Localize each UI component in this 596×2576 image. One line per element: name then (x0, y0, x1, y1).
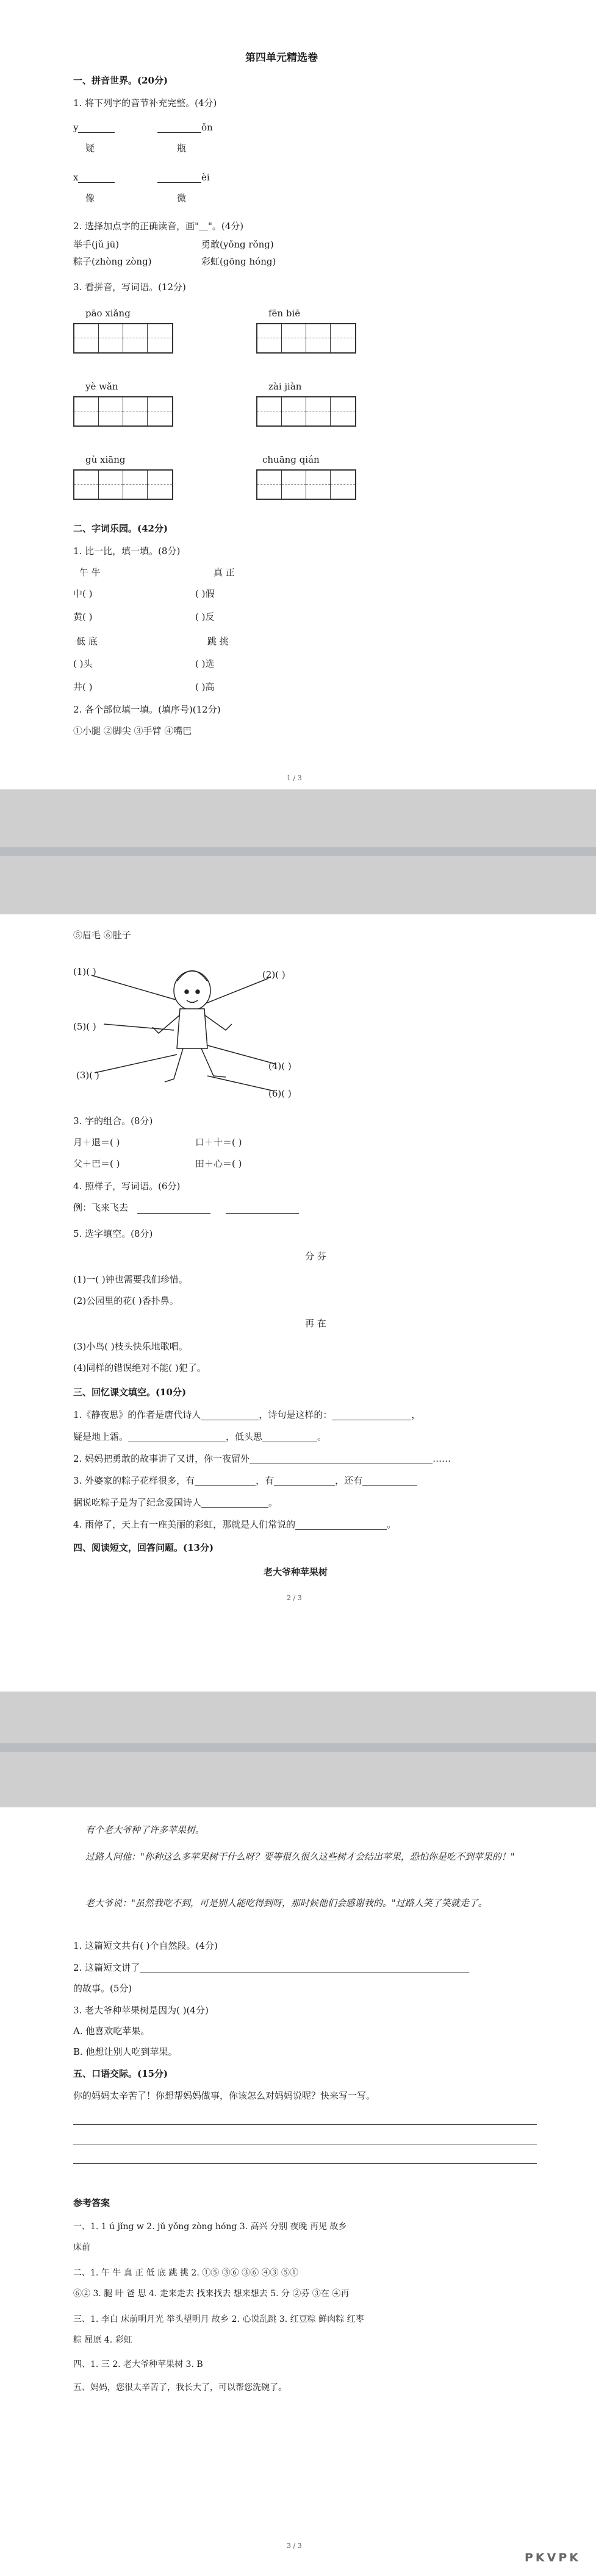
pinyin-1: pāo xiǎng (85, 308, 131, 319)
sentence-fill-4[interactable]: (4)同样的错误绝对不能( )犯了。 (73, 1362, 206, 1373)
writing-grid-3[interactable] (73, 396, 173, 427)
q24-prompt: 4. 照样子，写词语。(6分) (73, 1181, 181, 1192)
child-arm-icon (204, 1015, 232, 1030)
answer-line-2: 二、1. 午 牛 真 正 低 底 跳 挑 2. ①⑤ ③⑥ ③⑥ ④③ ⑤① (73, 2268, 299, 2278)
compare-pair-3: 低 底 (76, 636, 98, 647)
answer-line-5: 五、妈妈，您很太辛苦了，我长大了，可以帮您洗碗了。 (73, 2383, 287, 2393)
child-arm-icon (153, 1015, 180, 1033)
pinyin-5: gù xiāng (85, 454, 126, 465)
recall-1: 1.《静夜思》的作者是唐代诗人 ，诗句是这样的： ， (73, 1409, 421, 1420)
choice-pair-2: 再 在 (305, 1318, 326, 1329)
writing-grid-2[interactable] (256, 323, 356, 354)
section-1-heading: 一、拼音世界。(20分) (73, 75, 168, 86)
q22-prompt: 2. 各个部位填一填。(填序号)(12分) (73, 704, 221, 715)
pinyin-6: chuāng qián (262, 454, 320, 465)
fill-blank[interactable]: ( )假 (195, 588, 215, 599)
story-paragraph-3: 老大爷说："虽然我吃不到，可是别人能吃得到呀，那时候他们会感谢我的。"过路人笑了笑就走了。 (85, 1898, 487, 1909)
read-q2: 2. 这篇短文讲了 (73, 1962, 469, 1973)
combine-item[interactable]: 月＋退＝( ) (73, 1137, 120, 1148)
q3-prompt: 3. 看拼音，写词语。(12分) (73, 282, 186, 293)
page-number: 2 / 3 (287, 1594, 302, 1602)
pointer-line (95, 1055, 177, 1073)
page-1 (0, 0, 596, 789)
story-title: 老大爷种苹果树 (264, 1567, 328, 1578)
combine-item[interactable]: 田＋心＝( ) (195, 1158, 242, 1169)
part-label-6[interactable]: (6)( ) (268, 1088, 292, 1099)
read-q1[interactable]: 1. 这篇短文共有( )个自然段。(4分) (73, 1940, 218, 1951)
combine-item[interactable]: 口＋十＝( ) (195, 1137, 242, 1148)
answer-line-3b: 粽 屈原 4. 彩虹 (73, 2335, 132, 2345)
recall-1-cont: 疑是地上霜。 ，低头思 。 (73, 1431, 327, 1442)
compare-pair-2: 真 正 (214, 567, 235, 578)
oral-prompt: 你的妈妈太辛苦了！你想帮妈妈做事，你该怎么对妈妈说呢？快来写一写。 (73, 2090, 376, 2101)
read-q3[interactable]: 3. 老大爷种苹果树是因为( )(4分) (73, 2005, 209, 2016)
q1-char-1: 疑 (85, 143, 95, 154)
read-q3-option-b[interactable]: B. 他想让别人吃到苹果。 (73, 2046, 178, 2057)
pinyin-2: fēn biē (268, 308, 301, 319)
page-separator (0, 789, 596, 914)
page-number: 3 / 3 (287, 2542, 302, 2550)
answer-line-4: 四、1. 三 2. 老大爷种苹果树 3. B (73, 2360, 203, 2369)
q2-prompt: 2. 选择加点字的正确读音，画"＿"。(4分) (73, 221, 244, 232)
pointer-line (207, 1045, 275, 1064)
answer-line-2b: ⑥② 3. 腿 叶 爸 思 4. 走来走去 找来找去 想来想去 5. 分 ②芬 ③在 ④再 (73, 2289, 350, 2299)
q1-blank-2: ǒn (157, 122, 213, 133)
read-q2-cont: 的故事。(5分) (73, 1983, 132, 1994)
q25-prompt: 5. 选字填空。(8分) (73, 1228, 153, 1239)
answer-line-1b: 床前 (73, 2243, 90, 2252)
sentence-fill-3[interactable]: (3)小鸟( )枝头快乐地歌唱。 (73, 1341, 188, 1352)
story-paragraph-2: 过路人问他："你种这么多苹果树干什么呀？要等很久很久这些树才会结出苹果，恐怕你是吃不到苹果的！" (85, 1851, 515, 1862)
answer-line-1: 一、1. 1 ú jǐng w 2. jǔ yǒng zòng hóng 3. 高兴 分别 夜晚 再见 故乡 (73, 2222, 347, 2232)
part-label-2[interactable]: (2)( ) (262, 969, 285, 980)
recall-2: 2. 妈妈把勇敢的故事讲了又讲，你一夜留外 …… (73, 1453, 451, 1464)
recall-4: 4. 雨停了，天上有一座美丽的彩虹，那就是人们常说的 。 (73, 1519, 397, 1530)
answer-line[interactable] (226, 1213, 299, 1214)
q22-options: ①小腿 ②脚尖 ③手臂 ④嘴巴 (73, 725, 192, 736)
pinyin-4: zài jiàn (268, 381, 302, 392)
q1-blank-4: èi (157, 172, 210, 183)
fill-blank[interactable]: 井( ) (73, 681, 93, 692)
compare-pair-4: 跳 挑 (207, 636, 229, 647)
pointer-line (207, 1076, 275, 1091)
section-2-heading: 二、字词乐园。(42分) (73, 523, 168, 534)
fill-blank[interactable]: ( )头 (73, 658, 93, 669)
page-number: 1 / 3 (287, 774, 302, 782)
q2-item-3: 粽子(zhòng zòng) (73, 256, 152, 267)
watermark: PKVPK (525, 2551, 581, 2564)
page-3 (0, 1807, 596, 2576)
q1-blank-3: x (73, 172, 115, 183)
q1-blank-1: y (73, 122, 115, 133)
section-4-heading: 四、阅读短文，回答问题。(13分) (73, 1542, 214, 1553)
q2-item-4: 彩虹(gōng hóng) (201, 256, 276, 267)
section-3-heading: 三、回忆课文填空。(10分) (73, 1387, 187, 1398)
q1-char-4: 微 (177, 193, 187, 204)
q1-prompt: 1. 将下列字的音节补充完整。(4分) (73, 98, 217, 109)
compare-pair-1: 午 牛 (79, 567, 101, 578)
child-eye-icon (196, 990, 199, 994)
part-label-5[interactable]: (5)( ) (73, 1021, 96, 1032)
recall-3: 3. 外婆家的粽子花样很多，有 ，有 ，还有 (73, 1475, 417, 1486)
part-label-4[interactable]: (4)( ) (268, 1061, 292, 1072)
q22-options-cont: ⑤眉毛 ⑥肚子 (73, 930, 131, 941)
fill-blank[interactable]: ( )高 (195, 681, 215, 692)
q24-example: 例：飞来飞去 (73, 1202, 129, 1213)
q1-char-3: 像 (85, 193, 95, 204)
part-label-3[interactable]: (3)( ) (76, 1070, 99, 1081)
sentence-fill-1[interactable]: (1)一( )钟也需要我们珍惜。 (73, 1274, 188, 1285)
combine-item[interactable]: 父＋巴＝( ) (73, 1158, 120, 1169)
q2-item-2: 勇敢(yǒng rǒng) (201, 239, 274, 250)
child-leg-icon (201, 1048, 226, 1077)
choice-pair-1: 分 芬 (305, 1251, 326, 1262)
pointer-line (92, 975, 186, 1003)
answer-line[interactable] (73, 2163, 537, 2164)
writing-grid-4[interactable] (256, 396, 356, 427)
answer-line[interactable] (137, 1213, 210, 1214)
recall-3-cont: 据说吃粽子是为了纪念爱国诗人 。 (73, 1497, 278, 1508)
child-leg-icon (165, 1048, 183, 1082)
pinyin-3: yè wǎn (85, 381, 118, 392)
answer-line-3: 三、1. 李白 床前明月光 举头望明月 故乡 2. 心说乱跳 3. 红豆粽 鲜肉粽 红枣 (73, 2314, 364, 2324)
q1-char-2: 瓶 (177, 143, 187, 154)
page-title: 第四单元精选卷 (245, 52, 318, 64)
writing-grid-6[interactable] (256, 469, 356, 500)
answer-line[interactable] (73, 2124, 537, 2125)
fill-blank[interactable]: ( )反 (195, 611, 215, 622)
page-2 (0, 914, 596, 1692)
q2-item-1: 举手(jǔ jū) (73, 239, 120, 250)
sentence-fill-2[interactable]: (2)公园里的花( )香扑鼻。 (73, 1295, 179, 1306)
answer-key-heading: 参考答案 (73, 2197, 110, 2208)
read-q3-option-a[interactable]: A. 他喜欢吃苹果。 (73, 2026, 150, 2037)
fill-blank[interactable]: 中( ) (73, 588, 93, 599)
writing-grid-1[interactable] (73, 323, 173, 354)
child-head-icon (174, 971, 210, 1010)
fill-blank[interactable]: ( )选 (195, 658, 215, 669)
part-label-1[interactable]: (1)( ) (73, 966, 96, 977)
fill-blank[interactable]: 黄( ) (73, 611, 93, 622)
q21-prompt: 1. 比一比，填一填。(8分) (73, 546, 181, 557)
q23-prompt: 3. 字的组合。(8分) (73, 1115, 153, 1126)
section-5-heading: 五、口语交际。(15分) (73, 2068, 168, 2079)
story-paragraph-1: 有个老大爷种了许多苹果树。 (85, 1824, 205, 1835)
writing-grid-5[interactable] (73, 469, 173, 500)
page-separator (0, 1692, 596, 1807)
child-body-icon (177, 1009, 207, 1048)
child-eye-icon (185, 990, 188, 994)
